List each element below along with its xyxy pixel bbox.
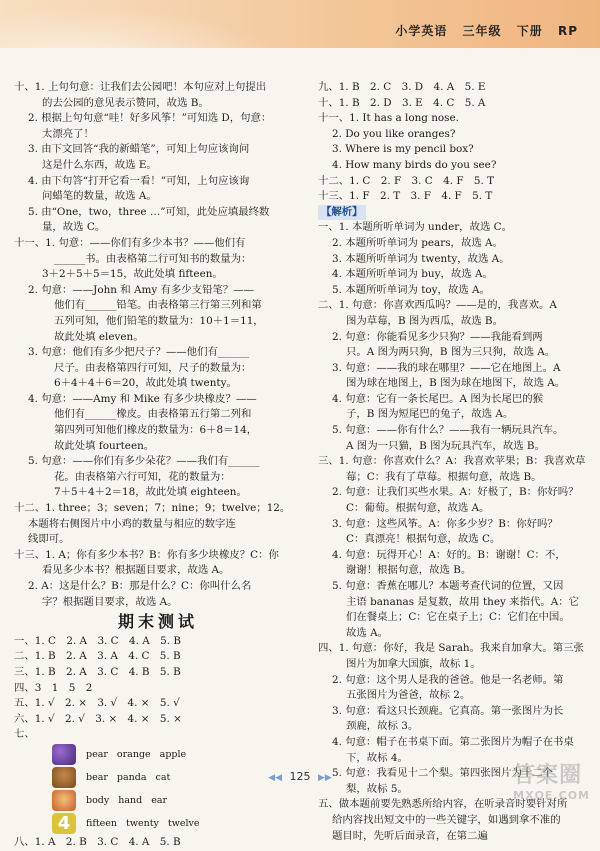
answer-line: 2. 句意：让我们买些水果。A：好极了，B：你好吗？ [332, 486, 579, 499]
word-option: hand [118, 794, 143, 806]
answer-line: 五张图片为爸爸，故标 2。 [346, 689, 471, 702]
answer-line: 本题将右侧图片中小鸡的数量与相应的数字连 [28, 517, 236, 530]
answer-line: 四、3 1 5 2 [14, 681, 93, 694]
face-icon [52, 790, 76, 811]
answer-line: ______书。由表格第二行可知书的数量为： [54, 252, 252, 265]
answer-line: 三、1. B 2. A 3. C 4. B 5. B [14, 665, 181, 678]
word-option: twenty [126, 817, 159, 829]
answer-line: 5. 句意：——你有什么？——我有一辆玩具汽车。 [332, 424, 564, 437]
answer-line: 谢谢！根据句意，故选 B。 [346, 564, 472, 577]
term-label: 下册 [516, 24, 543, 38]
word-row [14, 812, 302, 835]
answer-line: 5. 由“One，two，three …”可知，此处应填最终数 [28, 205, 270, 218]
answer-line: A 图为一只猫，B 图为玩具汽车，故选 B。 [346, 439, 545, 452]
four-icon: 4 [52, 813, 76, 834]
answer-line: 2. 句意：这个男人是我的爸爸。他是一名老师。第 [332, 673, 564, 686]
answer-line: 2. A：这是什么？B：那是什么？C：你叫什么名 [28, 580, 252, 592]
answer-line: 这是什么东西，故选 E。 [42, 158, 157, 171]
answer-line: 2. 句意：——John 和 Amy 有多少支铅笔？—— [28, 283, 255, 296]
exam-answer-line: 八、1. A 2. B 3. C 4. A 5. B [14, 835, 181, 848]
answer-line: 只。A 图为两只狗，B 图为三只狗，故选 A。 [346, 346, 556, 359]
answer-line: 下，故标 4。 [346, 751, 408, 764]
answer-line: 3. 本题所听单词为 twenty，故选 A。 [332, 252, 510, 265]
answer-line: 问蜡笔的数量，故选 A。 [42, 190, 157, 203]
answer-line: 他们有______橡皮。由表格第五行第二列和 [54, 408, 252, 421]
answer-line: 子，B 图为短尾巴的兔子，故选 A。 [346, 408, 514, 421]
analysis-lines [318, 220, 588, 844]
answer-line: C：葡萄。根据句意，故选 A。 [346, 502, 490, 515]
edition-label: RP [557, 24, 578, 38]
answer-line: 3. 句意：他们有多少把尺子？——他们有______ [28, 346, 250, 359]
answer-line: 故此处填 eleven。 [54, 330, 144, 343]
book-header [385, 22, 578, 39]
answer-line: 六、1. √ 2. √ 3. × 4. × 5. × [14, 712, 182, 725]
answer-line: 九、1. B 2. C 3. D 4. A 5. E [318, 81, 486, 93]
answer-line: 6＋4＋4＋6＝20，故此处填 twenty。 [54, 377, 237, 390]
answer-line: 2. 句意：你能看见多少只狗？——我能看到两 [332, 330, 543, 343]
answer-line: 十、1. B 2. D 3. E 4. C 5. A [318, 96, 486, 109]
answer-line: 太漂亮了！ [42, 127, 94, 140]
answer-line: 4. 句意：帽子在书桌下面。第二张图片为帽子在书桌 [332, 735, 574, 748]
word-option: cat [155, 771, 171, 783]
word-row [14, 743, 302, 766]
answer-line: 4. 句意：它有一条长尾巴。A 图为长尾巴的猴 [332, 392, 544, 405]
analysis-label: 【解析】 [318, 205, 366, 221]
word-option: orange [116, 748, 151, 760]
answer-line: 给内容找出短文中的一些关键字，如遇到拿不准的 [332, 813, 561, 826]
word-option: bear [86, 771, 108, 783]
answer-line: 故选 A。 [346, 626, 388, 639]
answer-line: 尺子。由表格第四行可知，尺子的数量为： [54, 361, 252, 374]
watermark-logo [513, 758, 590, 802]
answer-line: 题目时，先听后面录音，在第二遍 [332, 829, 488, 842]
answer-line: 二、1. B 2. A 3. A 4. C 5. B [14, 650, 181, 663]
answer-line: 5. 句意：我看见十二个梨。第四张图片为十二个 [332, 767, 554, 780]
answer-line: 梨，故标 5。 [346, 782, 408, 795]
answer-line: 四、1. 句意：你好，我是 Sarah。我来自加拿大。第三张 [318, 642, 584, 655]
answer-line: 字？根据题目要求，故选 A。 [42, 595, 178, 608]
exam-answer-lines [14, 634, 302, 743]
left-column [14, 80, 302, 851]
answer-line: 图为球在地图上，B 图为球在地图下，故选 A。 [346, 377, 566, 390]
answer-line: 十二、1. three；3；seven；7；nine；9；twelve；12。 [14, 502, 291, 515]
word-option: apple [159, 748, 187, 760]
answer-line: 线即可。 [28, 533, 70, 546]
word-option: panda [116, 771, 147, 783]
answer-line: 们在餐桌上；C：它在桌子上；C：它们在中国。 [346, 611, 570, 624]
grade-label: 三年级 [462, 24, 502, 38]
answer-line: 2. 根据上句句意“哇！好多风筝！”可知选 D，句意： [28, 112, 272, 125]
exam-title: 期末测试 [117, 612, 198, 632]
word-option: body [86, 794, 110, 806]
answer-line: 花。由表格第六行可知，花的数量为： [54, 470, 231, 483]
answer-line: 五、做本题前要先熟悉所给内容，在听录音时要针对所 [318, 798, 568, 811]
answer-line: 3. 句意：——我的球在哪里？——它在地图上。A [332, 361, 561, 374]
answer-line: 4. How many birds do you see? [332, 158, 497, 171]
answer-line: 5. 句意：香蕉在哪儿？本题考查代词的位置，又因 [332, 580, 564, 592]
word-option: twelve [167, 817, 200, 829]
left-answer-lines [14, 80, 302, 610]
answer-line: 三、1. 句意：你喜欢什么？A：我喜欢苹果；B：我喜欢草 [318, 455, 586, 468]
answer-line: 五、1. √ 2. × 3. √ 4. × 5. √ [14, 697, 180, 710]
answer-line: C：真漂亮！根据句意，故选 C。 [346, 533, 501, 546]
answer-line: 4. 由下句答“打开它看一看！”可知，上句应该询 [28, 174, 250, 187]
answer-line: 4. 本题所听单词为 buy，故选 A。 [332, 268, 493, 281]
right-column [318, 80, 588, 844]
answer-line: 一、1. C 2. A 3. C 4. A 5. B [14, 634, 181, 647]
answer-line: 主语 bananas 是复数，故用 they 来指代。A：它 [346, 595, 580, 608]
answer-line: 十、1. 上句句意：让我们去公园吧！本句应对上句提出 [14, 81, 267, 93]
answer-line: 7＋5＋4＋2＝18，故此处填 eighteen。 [54, 486, 247, 499]
answer-line: 3. 句意：看这只长颈鹿。它真高。第一张图片为长 [332, 704, 564, 717]
answer-line: 七、 [14, 728, 35, 741]
watermark-text: 答案圈 [513, 763, 583, 788]
answer-line: 十二、1. C 2. F 3. C 4. F 5. T [318, 174, 495, 187]
answer-line: 3. 句意：这些风筝。A：你多少岁？B：你好吗？ [332, 517, 558, 530]
word-row [14, 789, 302, 812]
answer-line: 的去公园的意见表示赞同，故选 B。 [42, 96, 209, 109]
word-option: pear [86, 748, 108, 760]
watermark-url: MXQE.COM [513, 789, 590, 802]
answer-line: 看见多少本书？根据题目要求，故选 A。 [42, 564, 230, 577]
subject-label: 小学英语 [395, 24, 448, 38]
left-arrows-icon: ◀◀ [268, 773, 282, 783]
answer-line: 4. 句意：玩得开心！A：好的。B：谢谢！C：不， [332, 548, 566, 561]
answer-line: 故此处填 fourteen。 [54, 439, 155, 452]
word-option: ear [151, 794, 168, 806]
word-matching-rows [14, 743, 302, 835]
answer-line: 第四列可知他们橡皮的数量为：6＋8＝14， [54, 424, 258, 437]
answer-line: 五列可知，他们铅笔的数量为：10＋1＝11， [54, 314, 264, 327]
grapes-icon [52, 744, 76, 765]
answer-line: 一、1. 本题所听单词为 under，故选 C。 [318, 221, 513, 234]
answer-line: 2. 本题所听单词为 pears，故选 A。 [332, 236, 503, 249]
answer-line: 十三、1. A；你有多少本书？B：你有多少块橡皮？C：你 [14, 548, 279, 561]
answer-line: 颈鹿，故标 3。 [346, 720, 419, 733]
answer-line: 二、1. 句意：你喜欢西瓜吗？——是的，我喜欢。A [318, 299, 557, 312]
answer-line: 图片为加拿大国旗，故标 1。 [346, 657, 481, 670]
answer-line: 3. 由下文回答“我的新蜡笔”，可知上句应该询问 [28, 143, 250, 156]
answer-line: 5. 句意：——你们有多少朵花？——我们有______ [28, 455, 260, 468]
word-option: fifteen [86, 817, 118, 829]
answer-line: 十三、1. F 2. T 3. F 4. F 5. T [318, 190, 493, 203]
header-decoration [0, 0, 310, 48]
answer-line: 4. 句意：——Amy 和 Mike 有多少块橡皮？—— [28, 392, 257, 405]
answer-line: 图为草莓，B 图为西瓜，故选 B。 [346, 314, 503, 327]
page-number: 125 [289, 770, 311, 783]
answer-line: 5. 本题所听单词为 toy，故选 A。 [332, 283, 490, 296]
answer-line: 十一、1. It has a long nose. [318, 112, 459, 125]
answer-line: 莓；C：我有了草莓。根据句意，故选 B。 [346, 470, 542, 483]
answer-line: 3＋2＋5＋5＝15，故此处填 fifteen。 [42, 268, 223, 281]
right-arrows-icon: ▶▶ [318, 773, 332, 783]
answer-line: 3. Where is my pencil box? [332, 143, 474, 156]
answer-line: 量，故选 C。 [42, 221, 106, 234]
right-answer-lines [318, 80, 588, 205]
answer-line: 2. Do you like oranges? [332, 127, 456, 140]
page-footer [0, 770, 600, 783]
answer-line: 他们有______铅笔。由表格第三行第三列和第 [54, 299, 262, 312]
answer-line: 十一、1. 句意：——你们有多少本书？——他们有 [14, 236, 246, 249]
